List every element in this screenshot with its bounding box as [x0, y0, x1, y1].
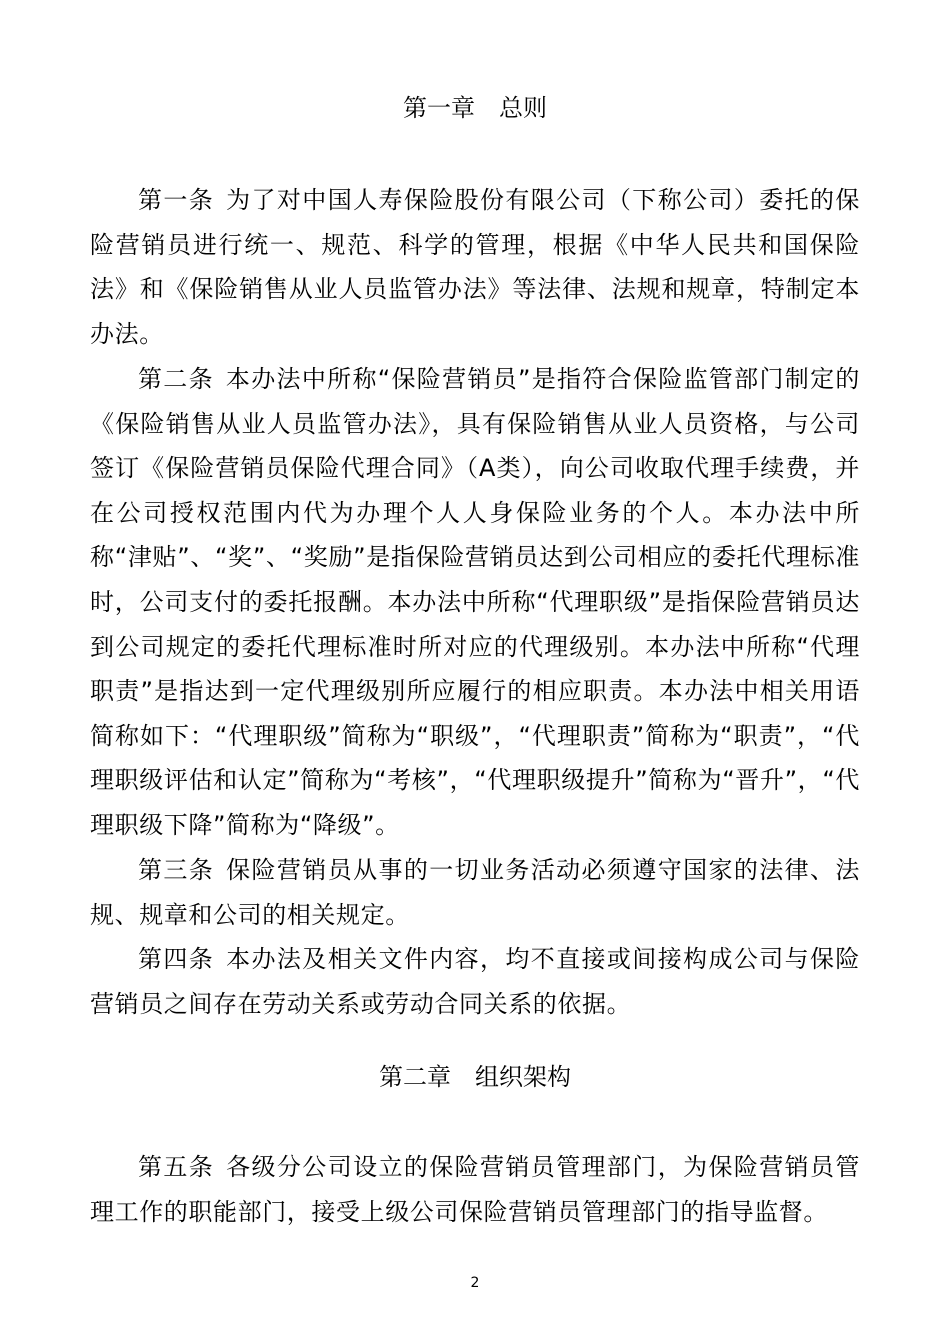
article-1: [90, 178, 860, 356]
article-5-text: 各级分公司设立的保险营销员管理部门，为保险营销员管理工作的职能部门，接受上级公司保险营销员管理部门的指导监督。: [90, 1153, 860, 1226]
article-3-number: 第三条: [138, 856, 215, 884]
article-1-text: 为了对中国人寿保险股份有限公司（下称公司）委托的保险营销员进行统一、规范、科学的管理，根据《中华人民共和国保险法》和《保险销售从业人员监管办法》等法律、法规和规章，特制定本办法。: [90, 186, 860, 348]
article-5: [90, 1145, 860, 1234]
page-number: 2: [470, 1275, 480, 1291]
article-4-number: 第四条: [138, 945, 215, 973]
article-4: [90, 937, 860, 1026]
article-4-text: 本办法及相关文件内容，均不直接或间接构成公司与保险营销员之间存在劳动关系或劳动合同关系的依据。: [90, 945, 860, 1018]
article-2-number: 第二条: [138, 365, 214, 393]
article-3: [90, 848, 860, 937]
article-2-text: 本办法中所称“保险营销员”是指符合保险监管部门制定的《保险销售从业人员监管办法》，具有保险销售从业人员资格，与公司签订《保险营销员保险代理合同》（A类），向公司收取代理手续费，并在公司授权范围内代为办理个人人身保险业务的个人。本办法中所称“津贴”、“奖”、“奖励”是指保险营销员达到公司相应的委托代理标准时，公司支付的委托报酬。本办法中所称“代理职级”是指保险营销员达到公司规定的委托代理标准时所对应的代理级别。本办法中所称“代理职责”是指达到一定代理级别所应履行的相应职责。本办法中相关用语简称如下：“代理职级”简称为“职级”，“代理职责”简称为“职责”，“代理职级评估和认定”简称为“考核”，“代理职级提升”简称为“晋升”，“代理职级下降”简称为“降级”。: [90, 365, 860, 839]
chapter-1-title: 第一章 总则: [403, 94, 547, 122]
chapter-2-title: 第二章 组织架构: [379, 1063, 571, 1091]
article-2: [90, 357, 860, 848]
article-3-text: 保险营销员从事的一切业务活动必须遵守国家的法律、法规、规章和公司的相关规定。: [90, 856, 860, 929]
article-5-number: 第五条: [138, 1153, 215, 1181]
article-1-number: 第一条: [138, 186, 215, 214]
